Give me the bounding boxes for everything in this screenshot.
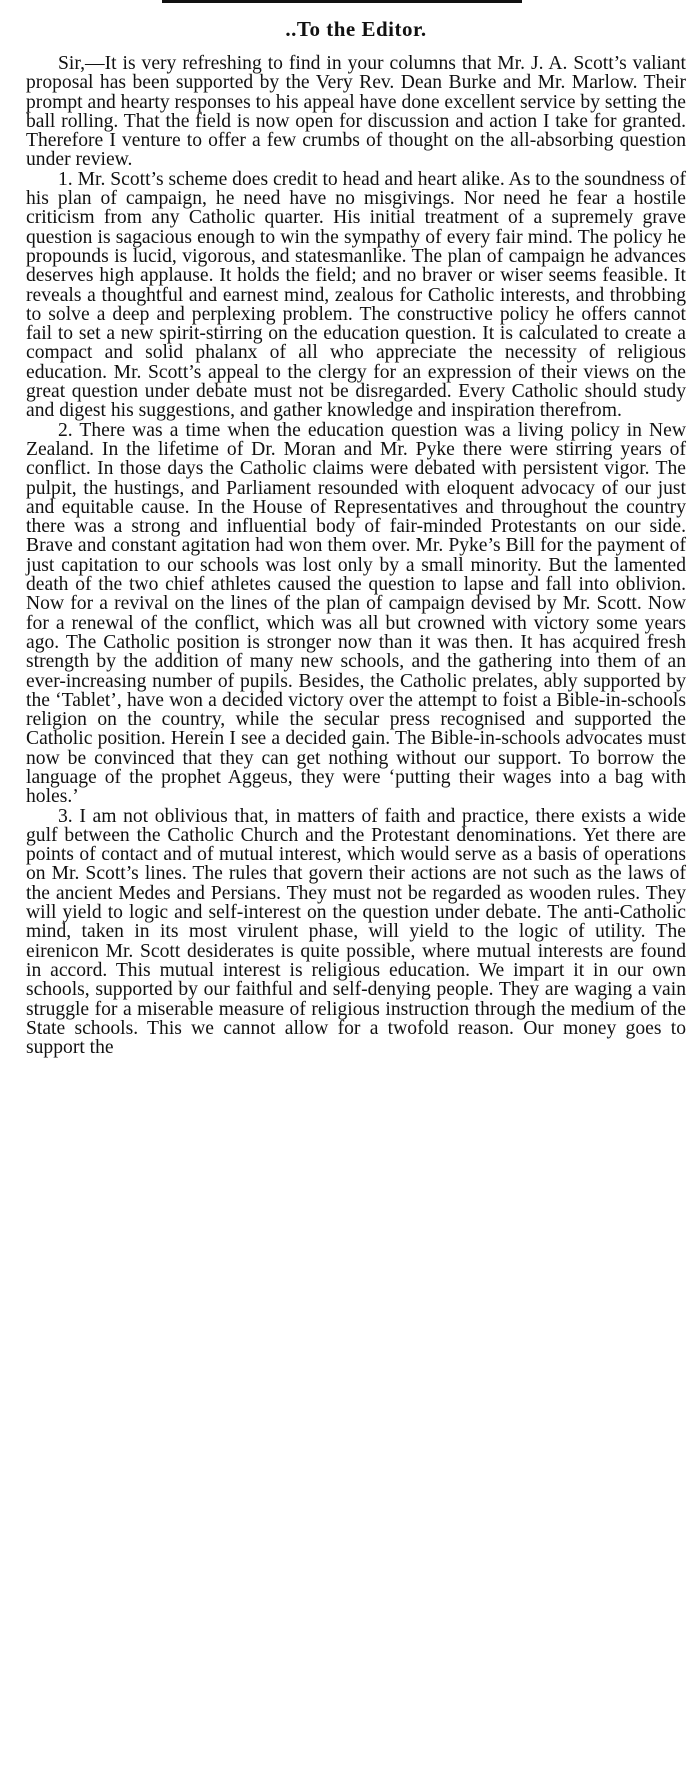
letter-heading: ..To the Editor.: [285, 17, 427, 41]
paragraph-intro: Sir,—It is very refreshing to find in your columns that Mr. J. A. Scott’s valiant proposal has been supported by the Very Rev. Dean Burke and Mr. Marlow. Their prompt and hearty responses to his appeal have done excellent service by setting the ball rolling. That the field is now open for discussion and action I take for granted. Therefore I venture to offer a few crumbs of thought on the all-absorbing question under review.: [26, 53, 686, 171]
paragraph-3: 3. I am not oblivious that, in matters of faith and practice, there exists a wide gulf between the Catholic Church and the Protestant denominations. Yet there are points of contact and of mutual interest, which would serve as a basis of operations on Mr. Scott’s lines. The rules that govern their actions are not such as the laws of the ancient Medes and Persians. They must not be regarded as wooden rules. They will yield to logic and self-interest on the question under debate. The anti-Catholic mind, taken in its most virulent phase, will yield to the logic of utility. The eirenicon Mr. Scott desiderates is quite possible, where mutual interests are found in accord. This mutual interest is religious education. We impart it in our own schools, supported by our faithful and self-denying people. They are waging a vain struggle for a miserable measure of religious instruction through the medium of the State schools. This we cannot allow for a twofold reason. Our money goes to support the: [26, 805, 686, 1059]
paragraph-2: 2. There was a time when the education question was a living policy in New Zealand. In the lifetime of Dr. Moran and Mr. Pyke there were stirring years of conflict. In those days the Catholic claims were debated with persistent vigor. The pulpit, the hustings, and Parliament resounded with eloquent advocacy of our just and equitable cause. In the House of Representatives and throughout the country there was a strong and influential body of fair-minded Protestants on our side. Brave and constant agitation had won them over. Mr. Pyke’s Bill for the payment of just capitation to our schools was lost only by a small minority. But the lamented death of the two chief athletes caused the question to lapse and fall into oblivion. Now for a revival on the lines of the plan of campaign devised by Mr. Scott. Now for a renewal of the conflict, which was all but crowned with victory some years ago. The Catholic position is stronger now than it was then. It has acquired fresh strength by the addition of many new schools, and the gathering into them of an ever-increasing number of pupils. Besides, the Catholic prelates, ably supported by the ‘Tablet’, have won a decided victory over the attempt to foist a Bible-in-schools religion on the country, while the secular press recognised and supported the Catholic position. Herein I see a decided gain. The Bible-in-schools advocates must now be convinced that they can get nothing without our support. To borrow the language of the prophet Aggeus, they were ‘putting their wages into a bag with holes.’: [26, 419, 686, 808]
paragraph-1: 1. Mr. Scott’s scheme does credit to head and heart alike. As to the soundness of his plan of campaign, he need have no misgivings. Nor need he fear a hostile criticism from any Catholic quarter. His initial treatment of a supremely grave question is sagacious enough to win the sympathy of every fair mind. The policy he propounds is lucid, vigorous, and statesmanlike. The plan of campaign he advances deserves high applause. It holds the field; and no braver or wiser seems feasible. It reveals a thoughtful and earnest mind, zealous for Catholic interests, and throbbing to solve a deep and perplexing problem. The constructive policy he offers cannot fail to set a new spirit-stirring on the education question. It is calculated to create a compact and solid phalanx of all who appreciate the necessity of religious education. Mr. Scott’s appeal to the clergy for an expression of their views on the great question under debate must not be disregarded. Every Catholic should study and digest his suggestions, and gather knowledge and inspiration therefrom.: [26, 168, 686, 422]
letter-column: [26, 18, 686, 1057]
top-rule: [162, 0, 522, 3]
